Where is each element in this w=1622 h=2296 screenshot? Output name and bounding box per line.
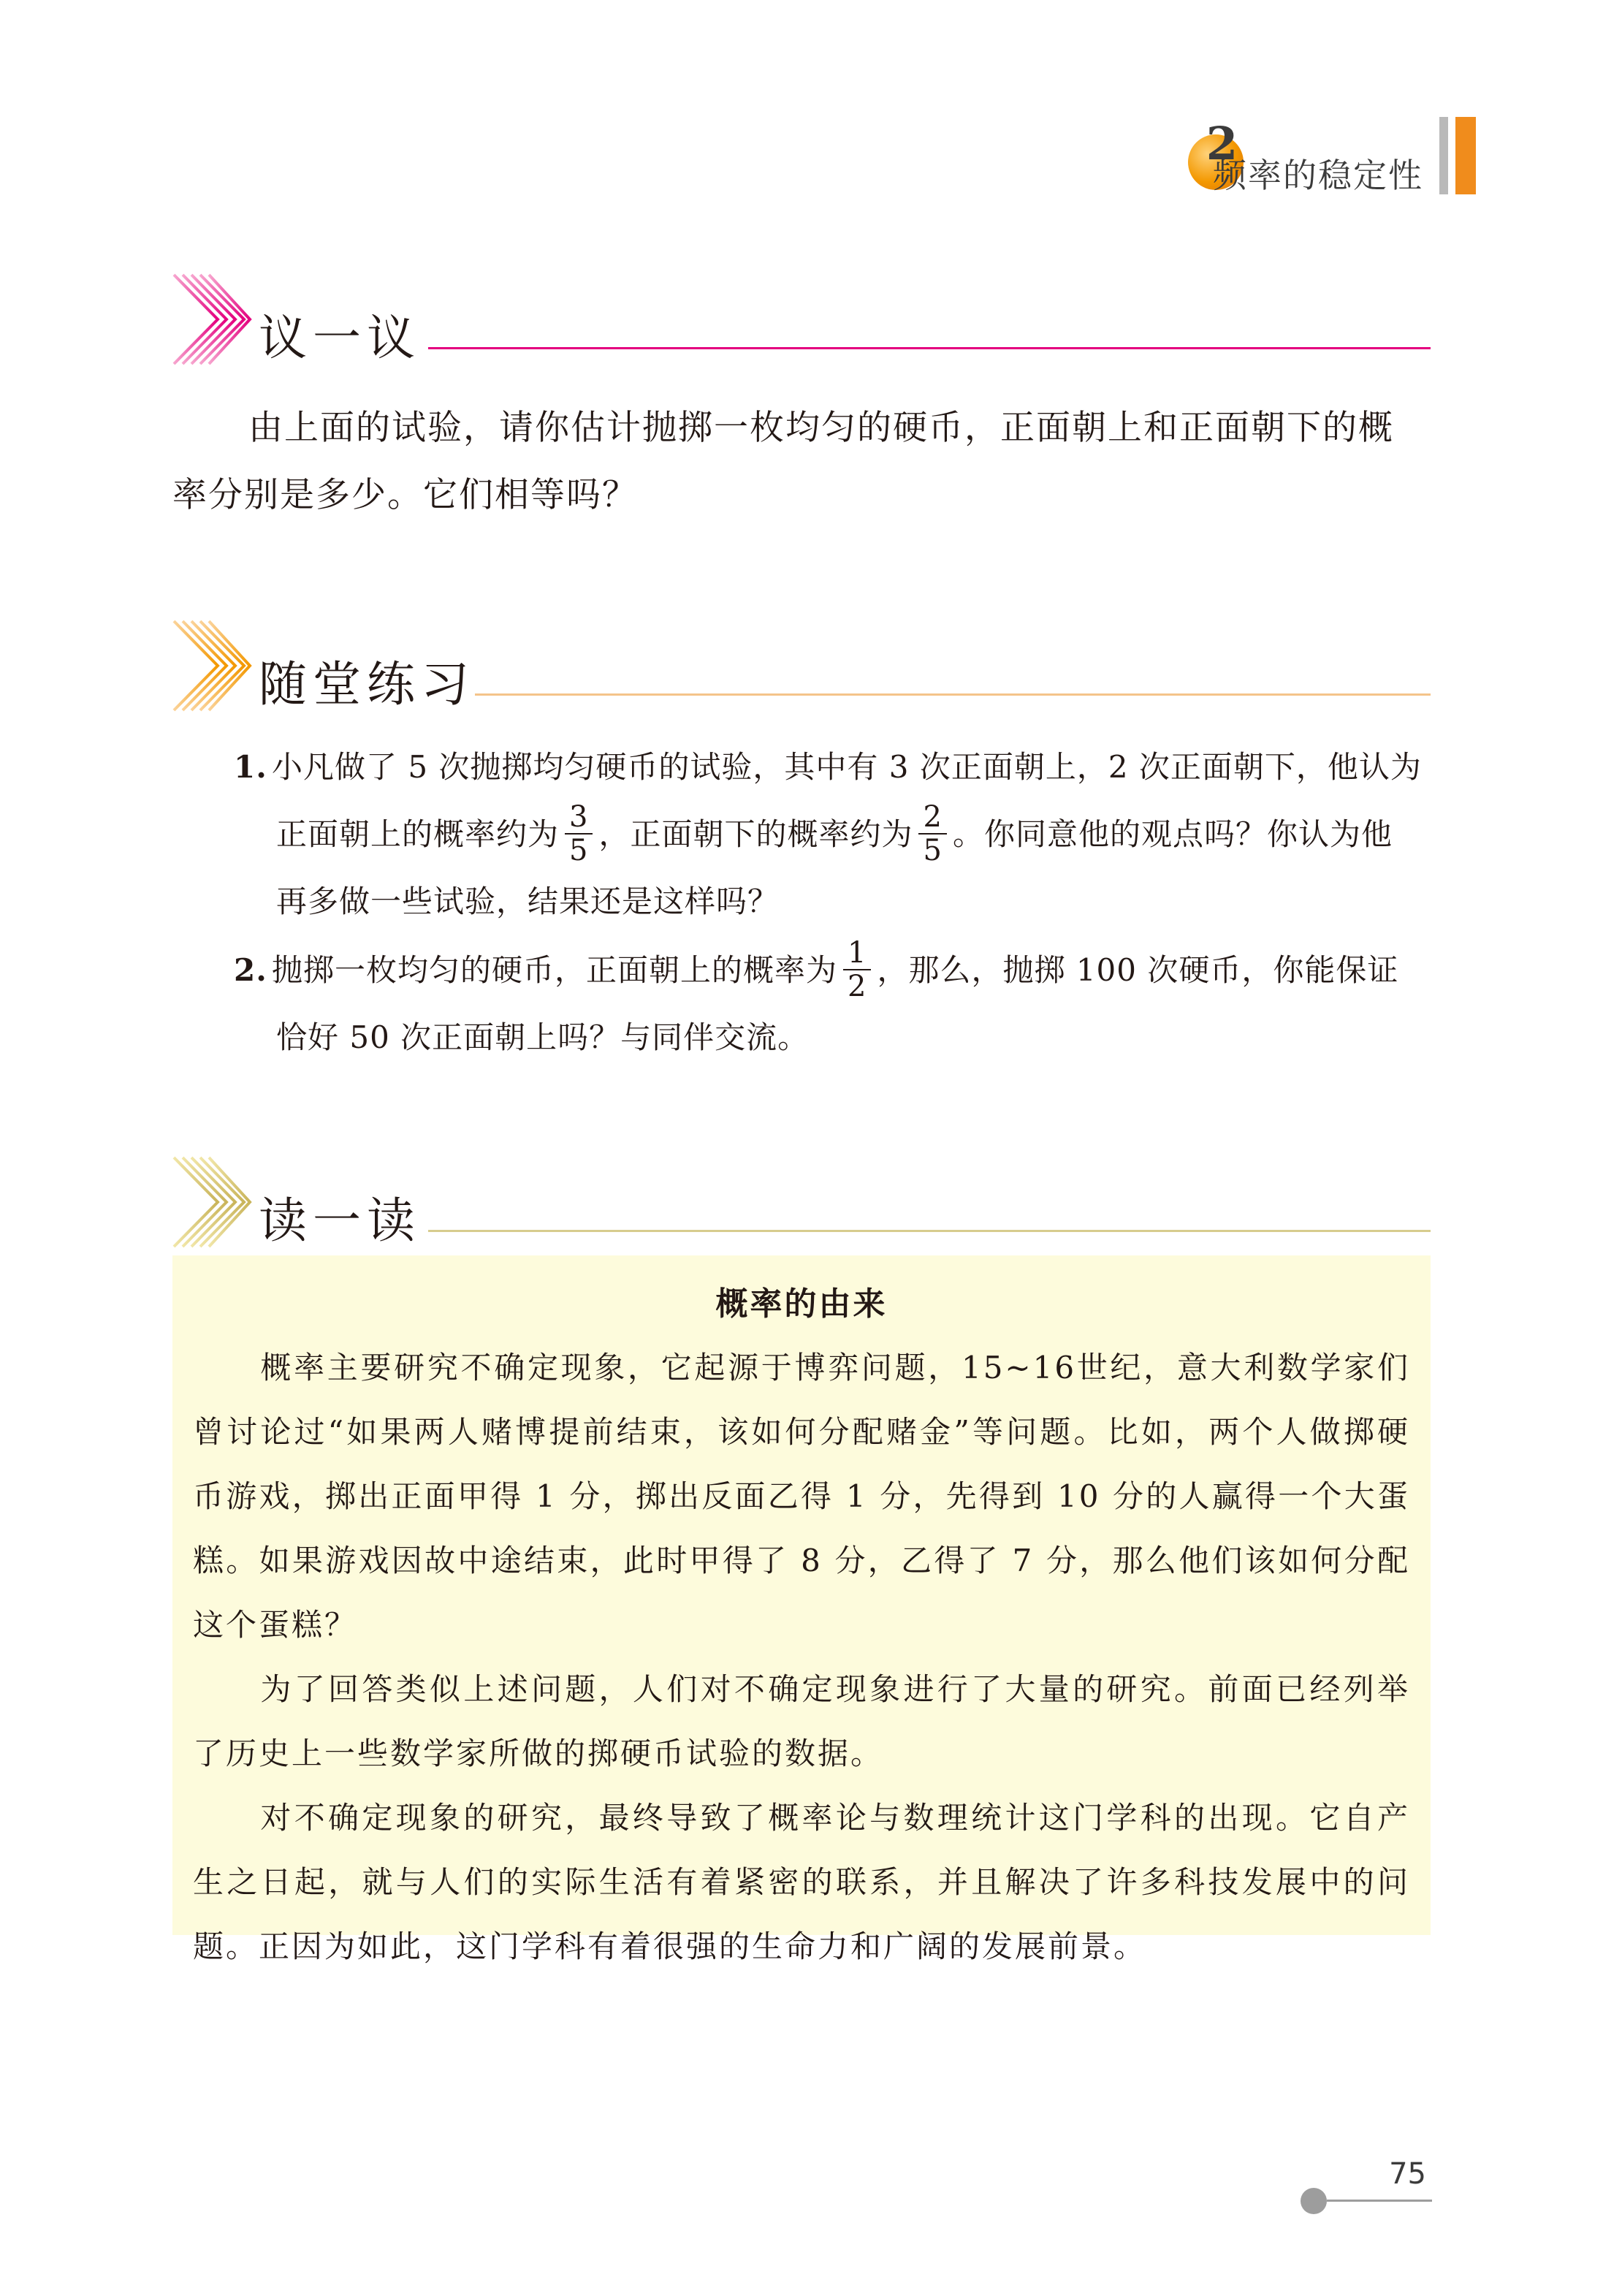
reading-paragraph: 概率主要研究不确定现象，它起源于博弈问题，15~16世纪，意大利数学家们曾讨论过“如果两人赌博提前结束，该如何分配赌金”等问题。比如，两个人做掷硬币游戏，掷出正面甲得 1 分，掷出反面乙得 1 分，先得到 10 分的人赢得一个大蛋糕。如果游戏因故中途结束，此时甲得了 8 分，乙得了 7 分，那么他们该如何分配这个蛋糕？	[193, 1350, 1410, 1643]
exercise-text: 。你同意他的观点吗？你认为他	[952, 816, 1393, 852]
exercise-text: ，那么，抛掷 100 次硬币，你能保证	[877, 952, 1399, 988]
section-discuss-title: 议一议	[259, 310, 421, 366]
fraction-denominator: 2	[848, 970, 867, 1003]
reading-box	[172, 1255, 1431, 1964]
section-rule	[428, 1230, 1431, 1232]
fraction-numerator: 2	[918, 801, 946, 835]
section-reading-header	[172, 1155, 1431, 1257]
fraction-denominator: 5	[569, 834, 589, 867]
section-rule	[475, 693, 1431, 696]
exercise-number: 2.	[234, 952, 267, 988]
fraction-denominator: 5	[923, 834, 943, 867]
exercise-2	[234, 937, 1432, 1071]
chapter-number: 2	[1206, 117, 1238, 170]
reading-paragraph: 对不确定现象的研究，最终导致了概率论与数理统计这门学科的出现。它自产生之日起，就与人们的实际生活有着紧密的联系，并且解决了许多科技发展中的问题。正因为如此，这门学科有着很强的生命力和广阔的发展前景。	[193, 1800, 1410, 1964]
section-rule	[428, 347, 1431, 349]
page-footer	[1301, 2157, 1432, 2221]
exercise-text: ，正面朝下的概率约为	[598, 816, 913, 852]
running-header	[1111, 102, 1476, 205]
footer-rule	[1327, 2200, 1432, 2202]
reading-body	[193, 1336, 1410, 1979]
page-dot-icon	[1301, 2188, 1327, 2214]
fraction-numerator: 1	[843, 937, 871, 970]
section-practice-title: 随堂练习	[259, 656, 475, 712]
fraction	[843, 937, 871, 1003]
chapter-title: 频率的稳定性	[1213, 156, 1423, 195]
discuss-paragraph	[172, 395, 1431, 529]
exercise-text: 抛掷一枚均匀的硬币，正面朝上的概率为	[272, 952, 838, 988]
discuss-line: 由上面的试验，请你估计抛掷一枚均匀的硬币，正面朝上和正面朝下的概	[248, 408, 1394, 448]
exercise-1	[234, 734, 1432, 935]
discuss-line: 率分别是多少。它们相等吗？	[172, 475, 638, 515]
fraction	[565, 801, 593, 867]
fraction-numerator: 3	[565, 801, 593, 835]
chevron-icon	[172, 1155, 253, 1250]
exercise-text: 恰好 50 次正面朝上吗？与同伴交流。	[276, 1019, 810, 1055]
fraction	[918, 801, 946, 867]
reading-article-title: 概率的由来	[715, 1285, 888, 1323]
section-discuss-header	[172, 272, 1431, 374]
section-practice-header	[172, 618, 1431, 721]
page-number: 75	[1389, 2157, 1426, 2191]
section-reading-title: 读一读	[259, 1193, 421, 1249]
chevron-icon	[172, 618, 253, 713]
exercise-text: 再多做一些试验，结果还是这样吗？	[276, 883, 780, 919]
exercise-number: 1.	[234, 749, 267, 785]
header-bars-icon	[1439, 117, 1476, 194]
reading-paragraph: 为了回答类似上述问题，人们对不确定现象进行了大量的研究。前面已经列举了历史上一些数学家所做的掷硬币试验的数据。	[193, 1671, 1410, 1771]
chevron-icon	[172, 272, 253, 367]
exercise-text: 小凡做了 5 次抛掷均匀硬币的试验，其中有 3 次正面朝上，2 次正面朝下，他认为	[272, 749, 1422, 785]
exercise-text: 正面朝上的概率约为	[276, 816, 560, 852]
